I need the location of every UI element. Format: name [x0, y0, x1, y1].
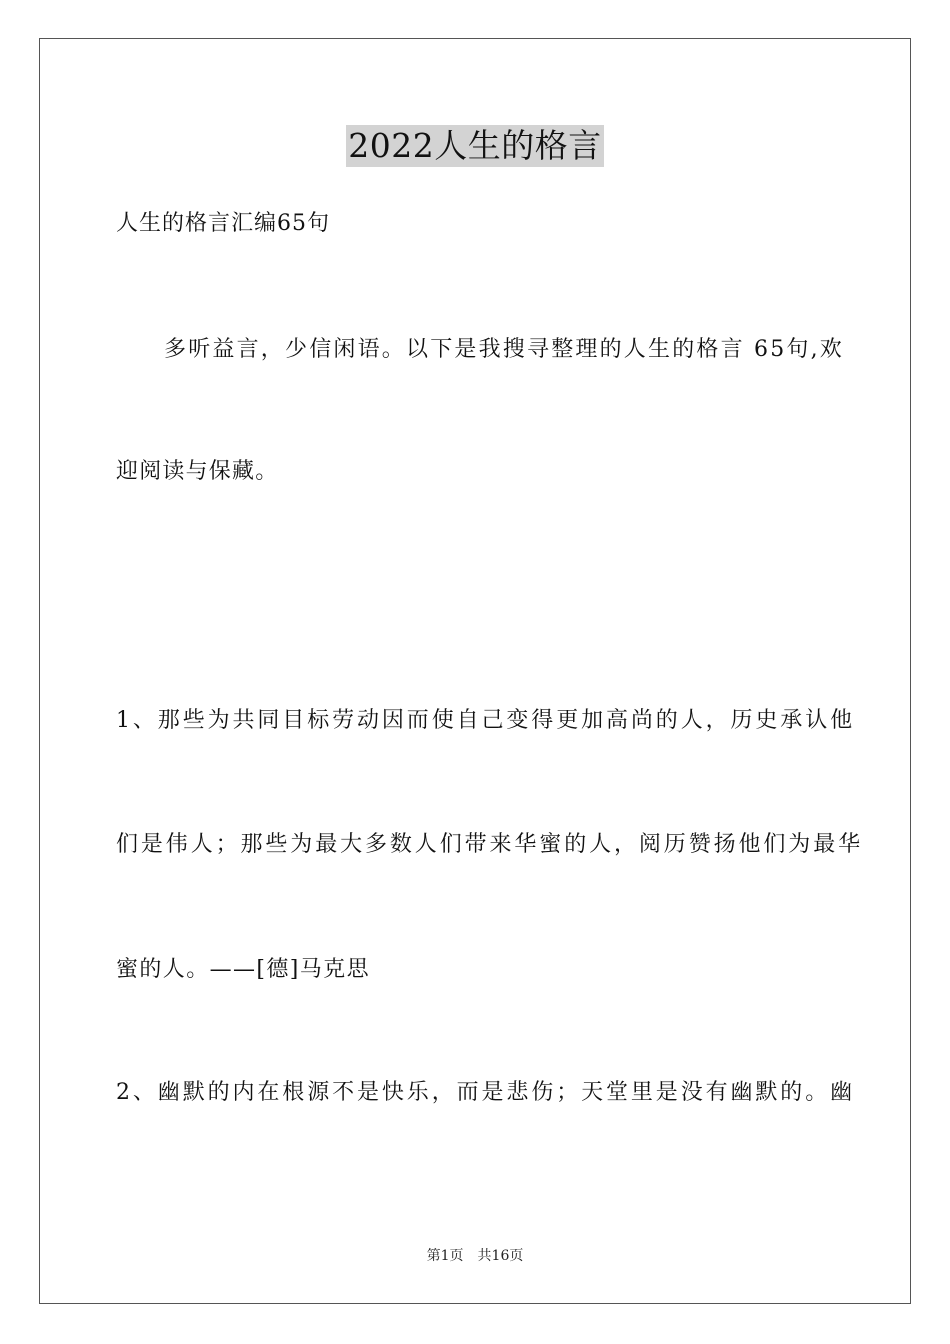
quote-1-line-1: 1、那些为共同目标劳动因而使自己变得更加高尚的人，历史承认他 [116, 708, 855, 733]
document-subtitle: 人生的格言汇编65句 [116, 211, 330, 236]
page-total: 共16页 [477, 1248, 524, 1264]
title-container [0, 125, 950, 167]
quote-2-line-1: 2、幽默的内在根源不是快乐，而是悲伤；天堂里是没有幽默的。幽 [116, 1080, 855, 1105]
document-title: 2022人生的格言 [348, 126, 602, 165]
quote-1-line-2: 们是伟人；那些为最大多数人们带来华蜜的人，阅历赞扬他们为最华 [116, 832, 864, 857]
intro-line-2: 迎阅读与保藏。 [116, 459, 279, 484]
intro-line-1: 多听益言，少信闲语。以下是我搜寻整理的人生的格言 65句,欢 [164, 337, 844, 362]
page-number: 第1页 [426, 1248, 464, 1264]
quote-1-line-3: 蜜的人。——[德]马克思 [116, 957, 370, 982]
page-footer [0, 1247, 950, 1265]
